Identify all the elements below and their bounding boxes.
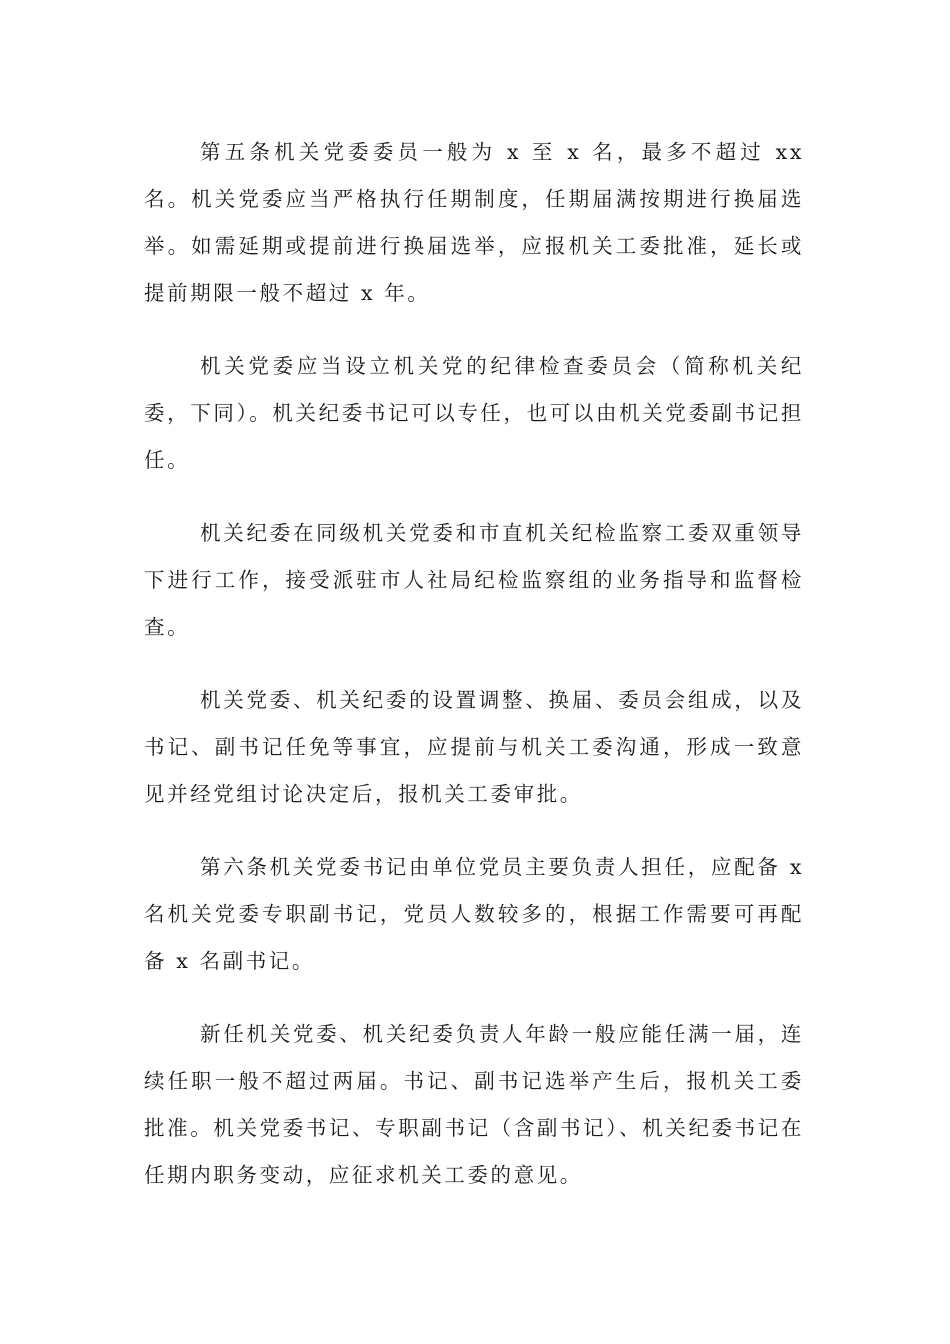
paragraph-setup-adjustment: 机关党委、机关纪委的设置调整、换届、委员会组成，以及书记、副书记任免等事宜，应提前与机关工委沟通，形成一致意见并经党组讨论决定后，报机关工委审批。 bbox=[144, 688, 804, 806]
document-body bbox=[144, 129, 804, 1225]
paragraph-discipline-committee: 机关党委应当设立机关党的纪律检查委员会（简称机关纪委，下同）。机关纪委书记可以专任，也可以由机关党委副书记担任。 bbox=[144, 354, 804, 472]
paragraph-article-5: 第五条机关党委委员一般为 x 至 x 名，最多不超过 xx 名。机关党委应当严格执行任期制度，任期届满按期进行换届选举。如需延期或提前进行换届选举，应报机关工委批准，延长或提前期限一般不超过 x 年。 bbox=[144, 140, 804, 305]
paragraph-term-limits: 新任机关党委、机关纪委负责人年龄一般应能任满一届，连续任职一般不超过两届。书记、副书记选举产生后，报机关工委批准。机关党委书记、专职副书记（含副书记）、机关纪委书记在任期内职务变动，应征求机关工委的意见。 bbox=[144, 1022, 804, 1187]
paragraph-dual-leadership: 机关纪委在同级机关党委和市直机关纪检监察工委双重领导下进行工作，接受派驻市人社局纪检监察组的业务指导和监督检查。 bbox=[144, 521, 804, 639]
paragraph-article-6: 第六条机关党委书记由单位党员主要负责人担任，应配备 x 名机关党委专职副书记，党员人数较多的，根据工作需要可再配备 x 名副书记。 bbox=[144, 855, 804, 973]
